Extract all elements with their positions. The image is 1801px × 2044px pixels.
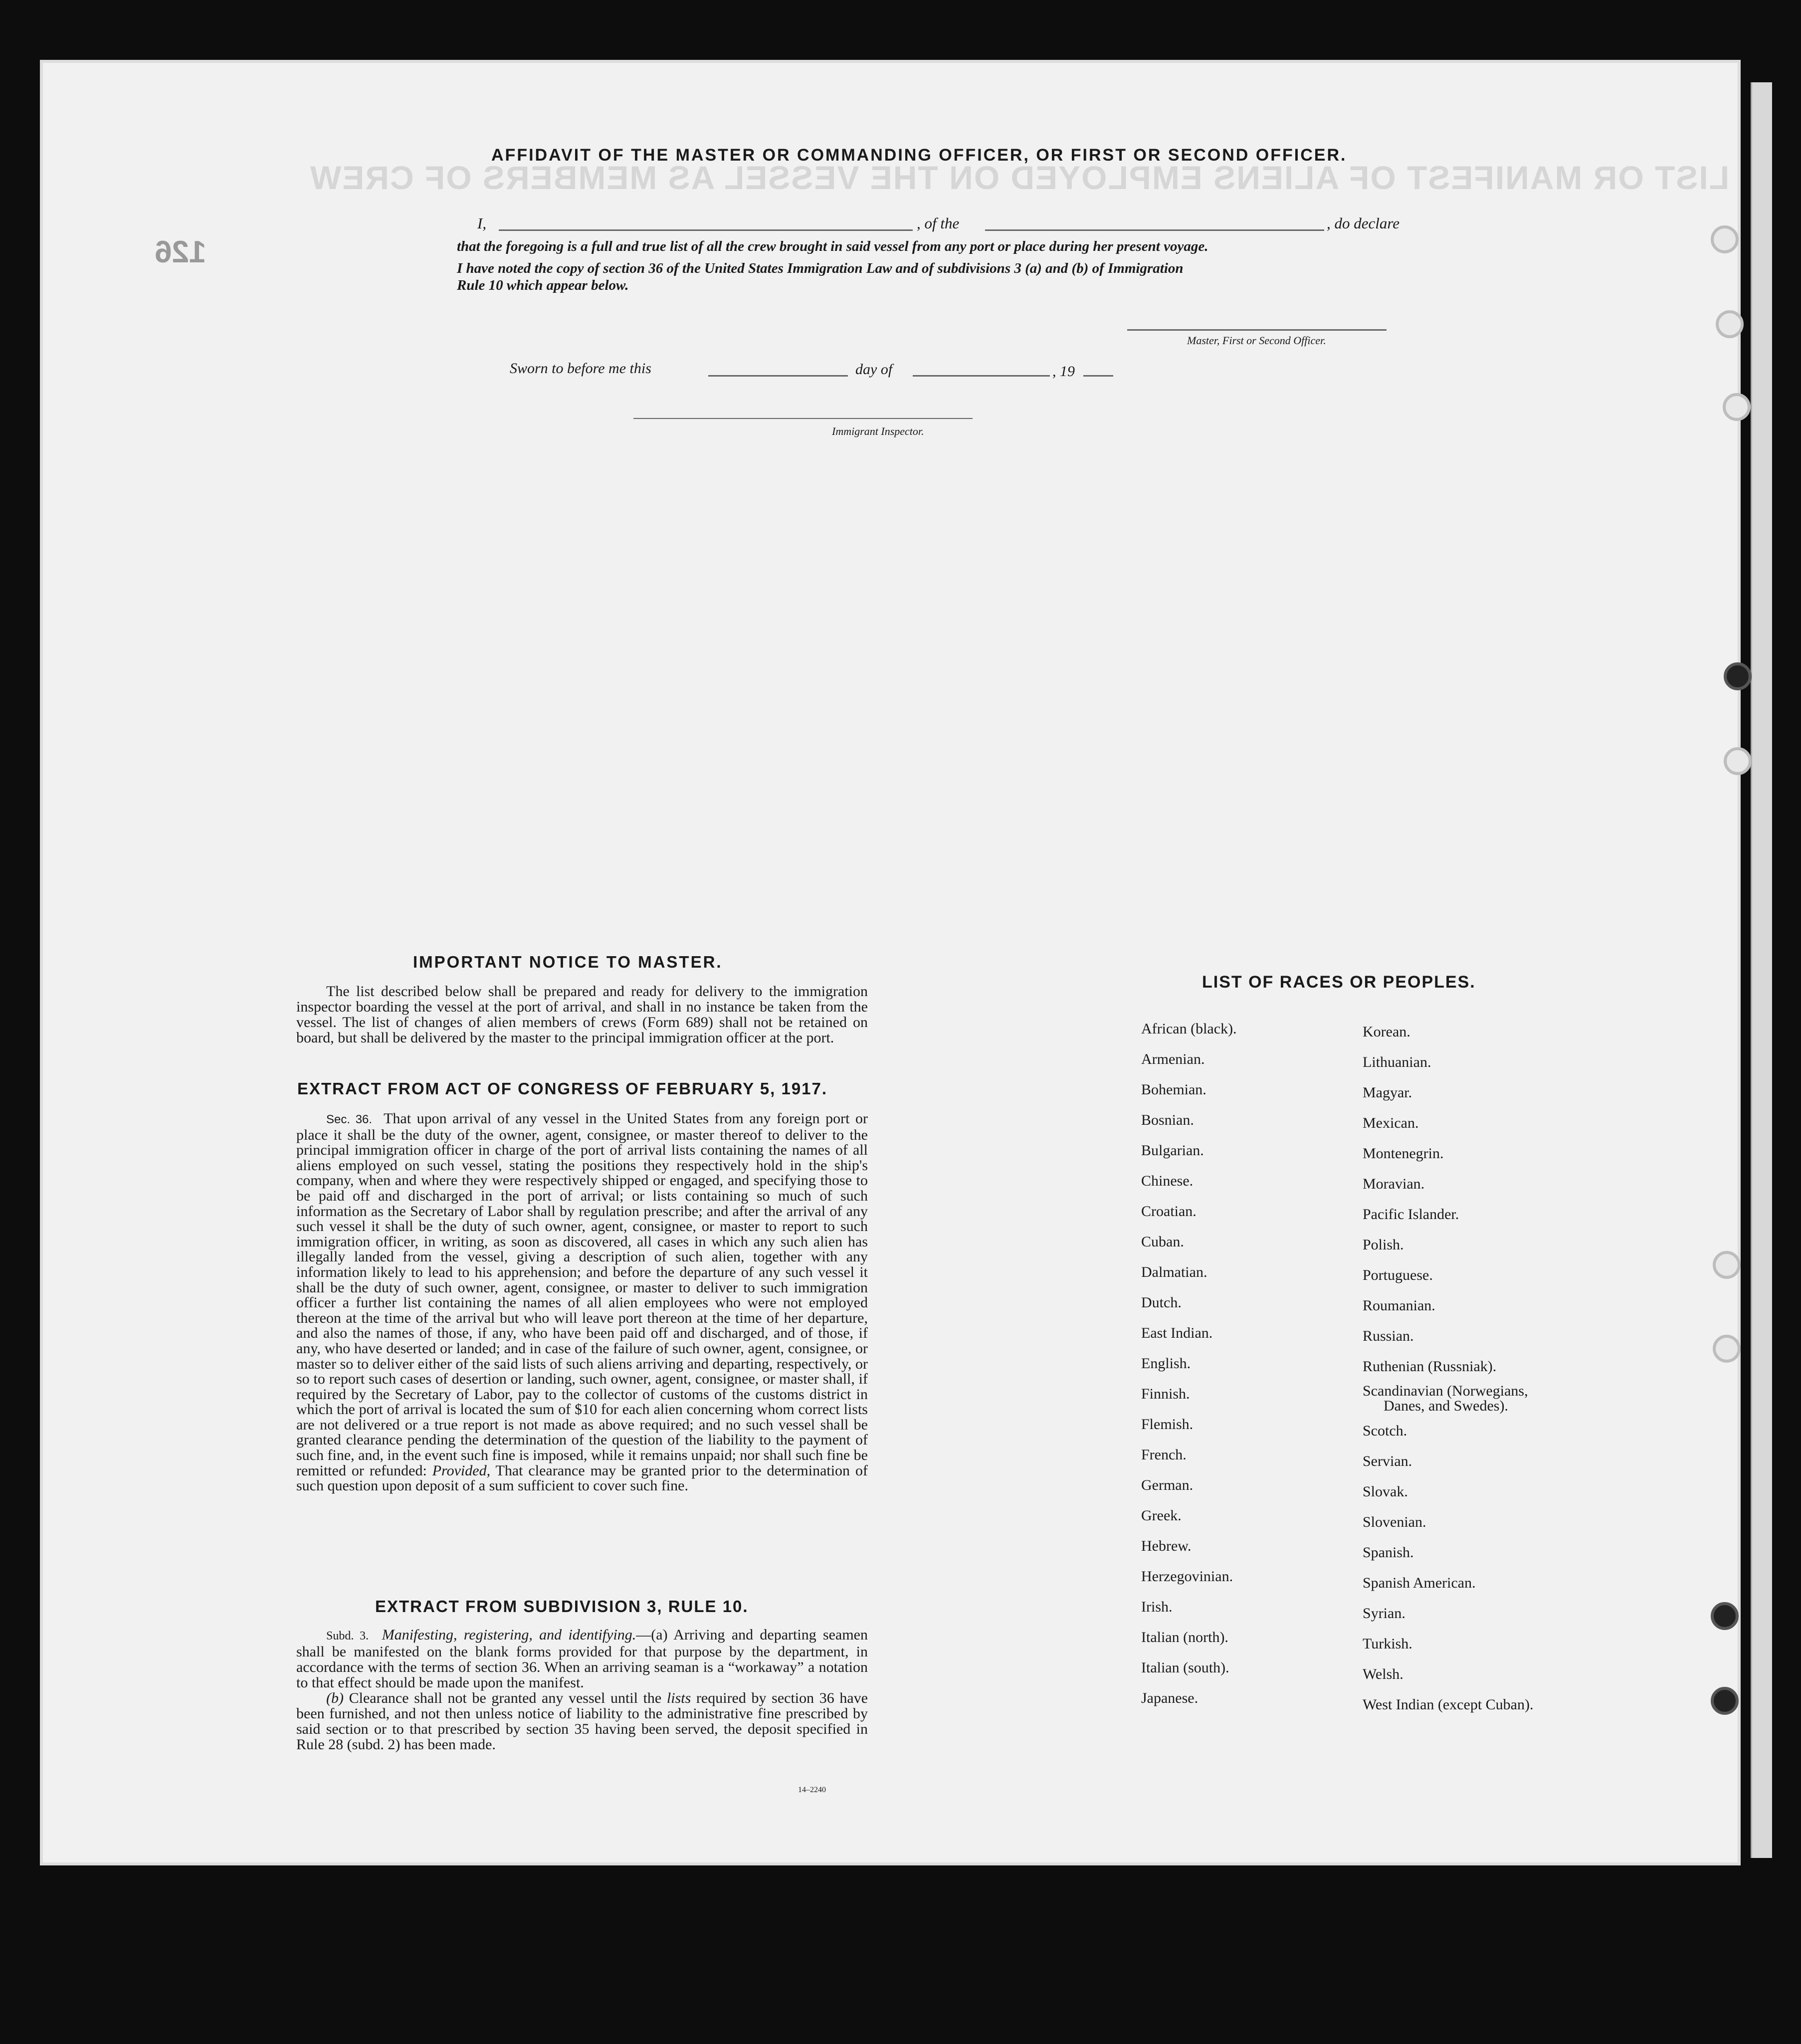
act-text: That upon arrival of any vessel in the United States from any foreign port or place it shall be the duty of the owner, agent, consignee, or master thereof to deliver to the principal immigration officer in charge of the port of arrival lists containing the names of all aliens employed on such vessel, stating the positions they respectively hold in the ship's company, when and where they were respectively shipped or engaged, and specifying those to be paid off and discharged in the port of arrival; or lists containing so much of such information as the Secretary of Labor shall by regulation prescribe; and after the arrival of any such vessel it shall be the duty of such owner, agent, consignee, or master to report to such immigration officer, in writing, as soon as discovered, all cases in which any such alien has illegally landed from the vessel, giving a description of such alien, together with any information likely to lead to his apprehension; and before the departure of any such vessel it shall be the duty of such owner, agent, consignee, or master to deliver to such immigration officer a further list containing the names of all alien employees who were not employed thereon at the time of the arrival but who will leave port thereon at the time of her departure, and also the names of those, if any, who have been paid off and discharged, and of those, if any, who have deserted or landed; and in case of the failure of such owner, agent, consignee, or master so to deliver either of the said lists of such aliens arriving and departing, respectively, or so to report such cases of desertion or landing, such owner, agent, consignee, or master shall, if required by the Secretary of Labor, pay to the collector of customs of the customs district in which the port of arrival is located the sum of $10 for each alien concerning whom correct lists are not delivered or a true report is not made as above required; and no such vessel shall be granted clearance pending the determination of the question of the liability to the payment of such fine, and, in the event such fine is imposed, while it remains unpaid; nor shall such fine be remitted or refunded: — [296, 1110, 868, 1479]
race-item: Russian. — [1363, 1328, 1414, 1344]
race-item: Croatian. — [1141, 1203, 1197, 1220]
race-item: Montenegrin. — [1363, 1145, 1444, 1162]
race-item: Korean. — [1363, 1023, 1410, 1040]
bleed-through-page-number: 126 — [155, 235, 206, 269]
year-label: , 19 — [1052, 363, 1075, 380]
affidavit-text-line2: I have noted the copy of section 36 of the United States Immigration Law and of subdivisions 3 (a) and (b) of Immigration — [457, 260, 1184, 276]
race-item: Servian. — [1363, 1453, 1412, 1469]
punch-hole — [1724, 662, 1752, 690]
race-item: Irish. — [1141, 1599, 1173, 1615]
race-item: Slovenian. — [1363, 1514, 1426, 1530]
race-item: Slovak. — [1363, 1483, 1408, 1500]
race-item: Finnish. — [1141, 1386, 1190, 1402]
sworn-month-blank[interactable] — [913, 375, 1050, 377]
race-item: French. — [1141, 1446, 1187, 1463]
races-left-column — [1141, 1014, 1237, 1713]
act-body — [296, 1111, 868, 1494]
race-item: Mexican. — [1363, 1115, 1419, 1131]
race-item: Spanish. — [1363, 1544, 1414, 1561]
race-item: Dalmatian. — [1141, 1264, 1207, 1280]
race-item: Armenian. — [1141, 1051, 1205, 1067]
year-blank[interactable] — [1083, 375, 1113, 377]
race-item: Ruthenian (Russniak). — [1363, 1358, 1497, 1375]
race-item: Roumanian. — [1363, 1297, 1435, 1314]
race-item: Portuguese. — [1363, 1267, 1433, 1283]
race-item: Welsh. — [1363, 1666, 1403, 1682]
vessel-blank[interactable] — [985, 229, 1324, 231]
provided-word: Provided, — [432, 1462, 491, 1479]
race-item: Chinese. — [1141, 1173, 1194, 1189]
race-item: German. — [1141, 1477, 1194, 1493]
race-item: Scotch. — [1363, 1423, 1407, 1439]
race-item: Dutch. — [1141, 1294, 1182, 1311]
race-item: Cuban. — [1141, 1233, 1184, 1250]
sworn-day-blank[interactable] — [708, 375, 848, 377]
race-item: Pacific Islander. — [1363, 1206, 1459, 1223]
race-item: Italian (south). — [1141, 1659, 1229, 1676]
act-title: EXTRACT FROM ACT OF CONGRESS OF FEBRUARY 5, 1917. — [297, 1079, 828, 1098]
subd-label: Subd. 3. — [326, 1630, 369, 1642]
sworn-label: Sworn to before me this — [510, 360, 651, 377]
race-item: Bulgarian. — [1141, 1142, 1204, 1159]
punch-hole — [1711, 1602, 1739, 1630]
race-item: East Indian. — [1141, 1325, 1213, 1341]
affidavit-text-line3: Rule 10 which appear below. — [457, 277, 629, 293]
race-item: Turkish. — [1363, 1635, 1412, 1652]
punch-hole — [1713, 1335, 1741, 1363]
affidavit-text-line1: that the foregoing is a full and true list of all the crew brought in said vessel from any port or place during her present voyage. — [457, 238, 1208, 254]
punch-hole — [1723, 393, 1751, 421]
punch-hole — [1711, 225, 1739, 253]
name-blank[interactable] — [499, 229, 913, 231]
punch-hole — [1724, 747, 1752, 775]
race-item: Bohemian. — [1141, 1081, 1206, 1098]
race-item: Danes, and Swedes). — [1384, 1398, 1508, 1414]
race-item: Hebrew. — [1141, 1538, 1192, 1554]
race-item: Polish. — [1363, 1236, 1404, 1253]
master-signature-label: Master, First or Second Officer. — [1187, 334, 1326, 347]
punch-hole — [1713, 1251, 1741, 1279]
race-item: Flemish. — [1141, 1416, 1194, 1432]
bleed-through-title: LIST OR MANIFEST OF ALIENS EMPLOYED ON THE VESSEL AS MEMBERS OF CREW — [309, 159, 1730, 196]
subd-title: Manifesting, registering, and identifying. — [382, 1627, 636, 1643]
subd-a-text: Arriving and departing seamen shall be manifested on the blank forms provided for that purpose by the department, in accordance with the terms of section 36. When an arriving seaman is a “workaway” a notation to that effect should be made upon the manifest. — [296, 1627, 868, 1691]
rule-title: EXTRACT FROM SUBDIVISION 3, RULE 10. — [375, 1597, 749, 1616]
subd-b-text-end: required by section 36 have been furnished, and not then unless notice of liability to the administrative fine prescribed by said section or to that prescribed by section 35 having been served, the deposit specified in Rule 28 (subd. 2) has been made. — [296, 1690, 868, 1753]
race-item: Moravian. — [1363, 1176, 1425, 1192]
race-item: West Indian (except Cuban). — [1363, 1696, 1534, 1713]
section-label: Sec. 36. — [326, 1113, 373, 1126]
punch-hole — [1711, 1687, 1739, 1715]
races-right-column — [1363, 1017, 1533, 1720]
affidavit-title: AFFIDAVIT OF THE MASTER OR COMMANDING OFFICER, OR FIRST OR SECOND OFFICER. — [491, 146, 1347, 165]
races-title: LIST OF RACES OR PEOPLES. — [1202, 973, 1476, 992]
subd-a-label: —(a) — [636, 1627, 668, 1643]
rule-body — [296, 1627, 868, 1752]
master-signature-line[interactable] — [1127, 329, 1387, 331]
race-item: English. — [1141, 1355, 1191, 1372]
act-text-end: That clearance may be granted prior to the determination of such question upon deposit of a sum sufficient to cover such fine. — [296, 1462, 868, 1494]
subd-b-label: (b) — [326, 1690, 344, 1706]
notice-title: IMPORTANT NOTICE TO MASTER. — [413, 953, 723, 971]
notice-body — [296, 984, 868, 1045]
day-of-label: day of — [855, 361, 893, 378]
inspector-signature-line[interactable] — [633, 418, 973, 419]
race-item: Bosnian. — [1141, 1112, 1194, 1128]
race-item: Japanese. — [1141, 1690, 1199, 1706]
race-item: African (black). — [1141, 1021, 1237, 1037]
race-item: Syrian. — [1363, 1605, 1405, 1622]
race-item: Spanish American. — [1363, 1575, 1476, 1591]
lists-word: lists — [666, 1690, 691, 1706]
punch-hole — [1716, 310, 1744, 338]
race-item: Italian (north). — [1141, 1629, 1228, 1645]
race-item: Greek. — [1141, 1507, 1182, 1524]
form-number: 14–2240 — [798, 1786, 826, 1794]
race-item: Herzegovinian. — [1141, 1568, 1233, 1585]
notice-paragraph: The list described below shall be prepared and ready for delivery to the immigration inspector boarding the vessel at the port of arrival, and shall in no instance be taken from the vessel. The list of changes of alien members of crews (Form 689) shall not be retained on board, but shall be delivered by the master to the principal immigration officer at the port. — [296, 983, 868, 1046]
affidavit-of-the: , of the — [917, 214, 960, 232]
race-item: Magyar. — [1363, 1084, 1412, 1101]
race-item: Scandinavian (Norwegians, — [1363, 1383, 1528, 1399]
affidavit-do-declare: , do declare — [1327, 214, 1400, 232]
page-edge — [1751, 82, 1772, 1858]
race-item: Lithuanian. — [1363, 1054, 1431, 1070]
subd-b-text: Clearance shall not be granted any vessel until the — [349, 1690, 662, 1706]
affidavit-pronoun: I, — [477, 214, 487, 232]
inspector-signature-label: Immigrant Inspector. — [832, 425, 924, 437]
